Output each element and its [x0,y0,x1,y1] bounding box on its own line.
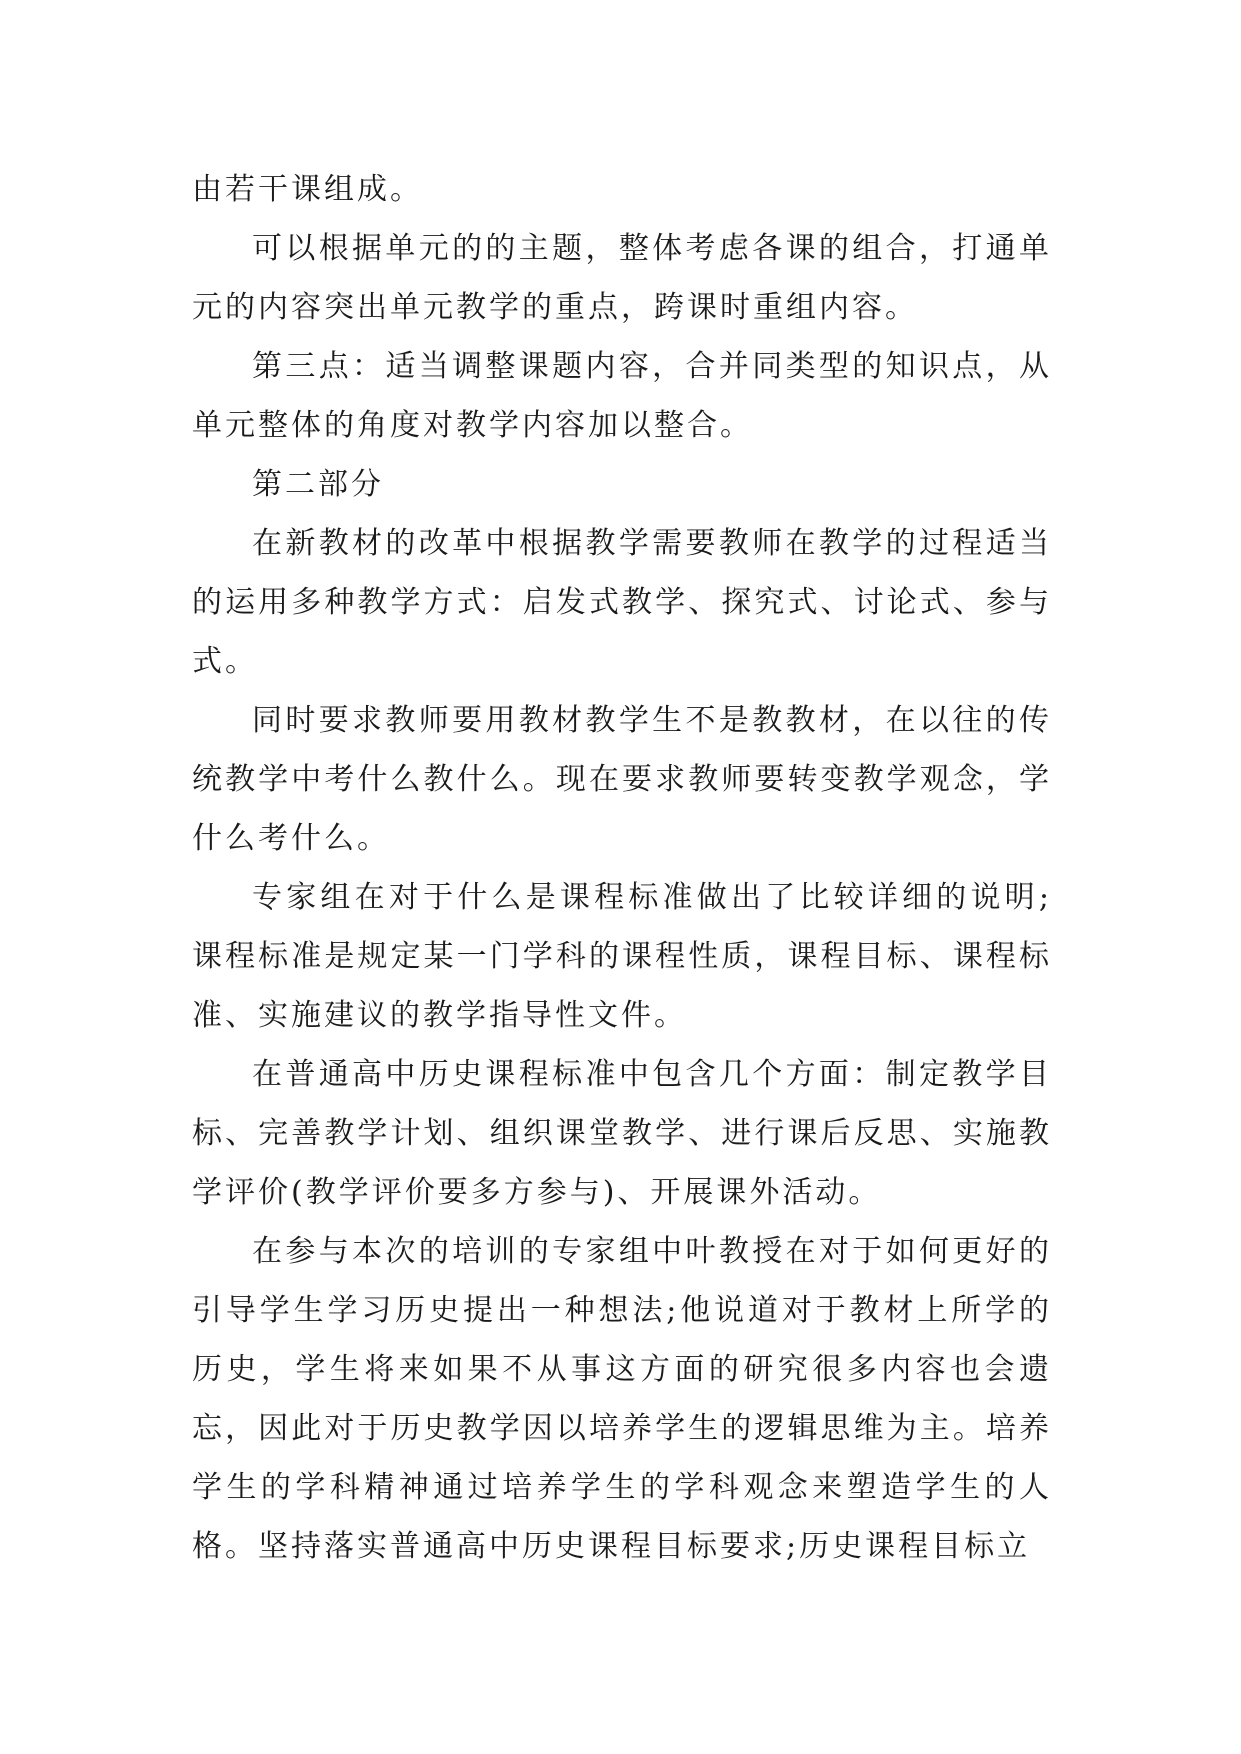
paragraph: 在普通高中历史课程标准中包含几个方面：制定教学目标、完善教学计划、组织课堂教学、进行课后反思、实施教学评价(教学评价要多方参与)、开展课外活动。 [192,1057,1052,1210]
paragraph: 在参与本次的培训的专家组中叶教授在对于如何更好的引导学生学习历史提出一种想法;他说道对于教材上所学的历史，学生将来如果不从事这方面的研究很多内容也会遗忘，因此对于历史教学因以培养学生的逻辑思维为主。培养学生的学科精神通过培养学生的学科观念来塑造学生的人格。坚持落实普通高中历史课程目标要求;历史课程目标立 [192,1234,1052,1564]
paragraph: 同时要求教师要用教材教学生不是教教材，在以往的传统教学中考什么教什么。现在要求教师要转变教学观念，学什么考什么。 [192,703,1052,856]
paragraph: 专家组在对于什么是课程标准做出了比较详细的说明;课程标准是规定某一门学科的课程性质，课程目标、课程标准、实施建议的教学指导性文件。 [192,880,1052,1033]
section-heading: 第二部分 [252,467,384,502]
paragraph: 由若干课组成。 [192,172,423,207]
paragraph: 第三点：适当调整课题内容，合并同类型的知识点，从单元整体的角度对教学内容加以整合。 [192,349,1052,443]
paragraph: 可以根据单元的的主题，整体考虑各课的组合，打通单元的内容突出单元教学的重点，跨课时重组内容。 [192,231,1052,325]
document-body [192,160,1052,1576]
paragraph: 在新教材的改革中根据教学需要教师在教学的过程适当的运用多种教学方式：启发式教学、探究式、讨论式、参与式。 [192,526,1052,679]
